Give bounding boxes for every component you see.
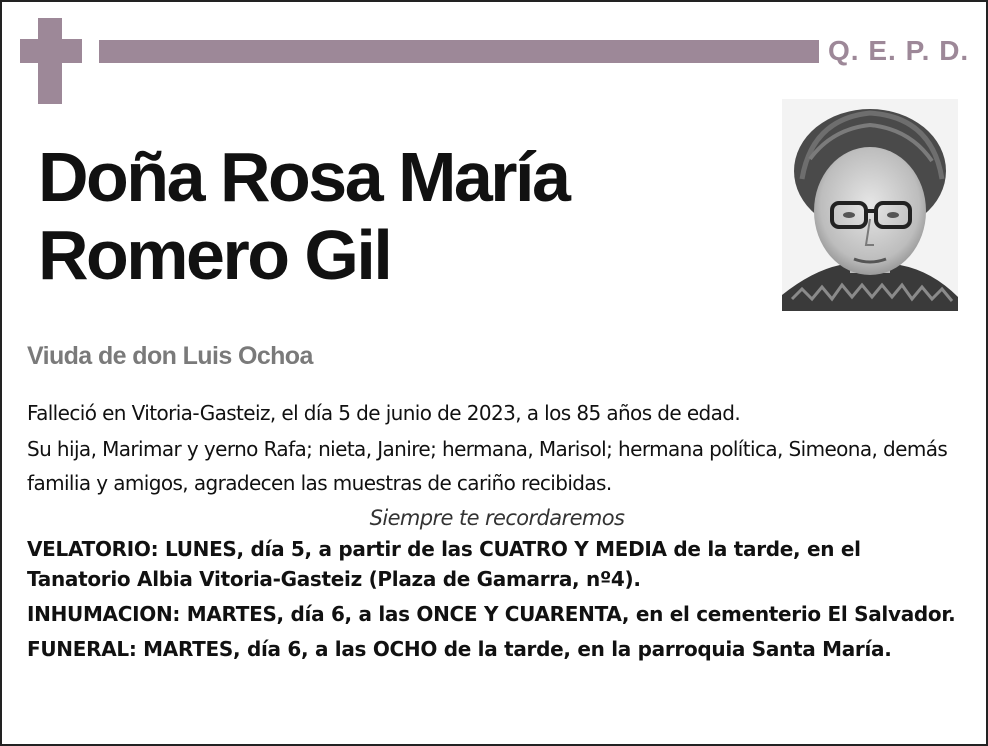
motto-text: Siempre te recordaremos: [369, 506, 625, 530]
notice-body: [27, 396, 967, 664]
qepd-label: Q. E. P. D.: [828, 35, 970, 66]
deceased-portrait-photo: [782, 99, 958, 311]
death-info-text: Falleció en Vitoria-Gasteiz, el día 5 de junio de 2023, a los 85 años de edad.: [27, 401, 741, 425]
deceased-name: [38, 138, 568, 294]
wake-details: VELATORIO: LUNES, día 5, a partir de las CUATRO Y MEDIA de la tarde, en el Tanatorio Albia Vitoria-Gasteiz (Plaza de Gamarra, nº4).: [27, 537, 861, 591]
portrait-image: [782, 99, 958, 311]
header-divider-bar: [99, 40, 819, 63]
family-text: Su hija, Marimar y yerno Rafa; nieta, Janire; hermana, Marisol; hermana política, Simeona, demás familia y amigos, agradecen las muestras de cariño recibidas.: [27, 437, 948, 495]
deceased-name-line1: Doña Rosa María: [38, 138, 569, 216]
widow-of-line: Viuda de don Luis Ochoa: [27, 342, 313, 370]
burial-details: INHUMACION: MARTES, día 6, a las ONCE Y CUARENTA, en el cementerio El Salvador.: [27, 602, 956, 626]
funeral-details: FUNERAL: MARTES, día 6, a las OCHO de la tarde, en la parroquia Santa María.: [27, 637, 892, 661]
deceased-name-line2: Romero Gil: [38, 216, 391, 294]
